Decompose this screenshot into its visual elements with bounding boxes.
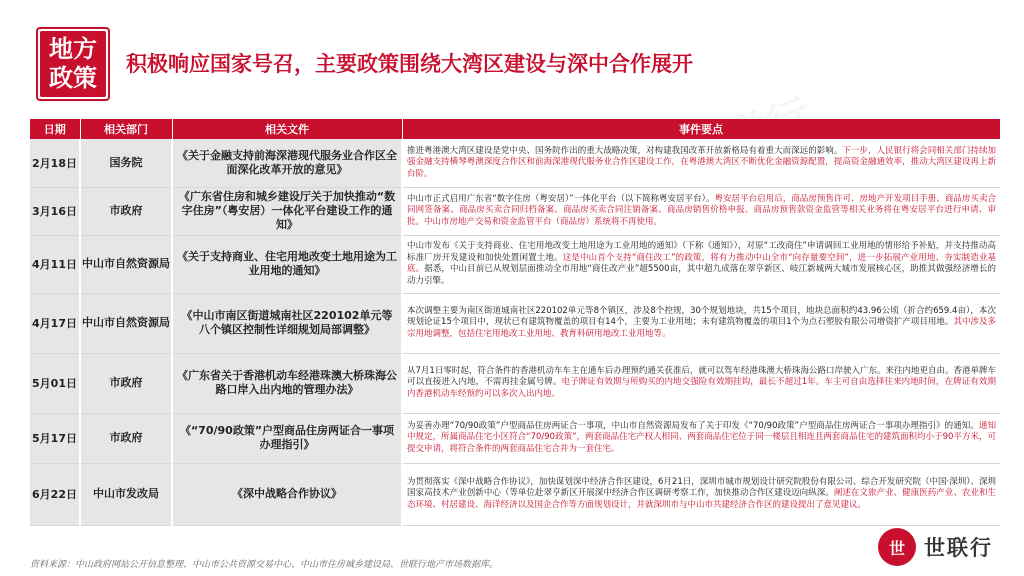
point-text: 为贯彻落实《深中战略合作协议》，加快谋划深中经济合作区建设，6月21日，深圳市城市规划设计研究院股份有限公司、综合开发研究院（中国·深圳）、深圳国家高技术产业创新中心（等单位赴翠亨新区开展深中经济合作区调研考察工作，加快推动合作区建设迈向纵深。 [407, 476, 996, 499]
point-text: 中山市发布《关于支持商业、住宅用地改变土地用途为工业用地的通知》（下称《通知》），对原“工改商住”申请调回工业用地的情形给予补贴，并支持推动高标准厂房开发建设和加快处置闲置土地。 [407, 241, 996, 263]
row-date: 5月01日 [30, 353, 80, 413]
point-text: 从7月1日零时起，符合条件的香港机动车车主在通车后办理预约通关获准后，就可以驾车经港珠澳大桥珠海公路口岸驶入广东。来往内地更自由。香港单牌车可以直接进入内地，不需再挂金属号牌。 [407, 365, 996, 388]
row-doc: 《关于金融支持前海深港现代服务业合作区全面深化改革开放的意见》 [172, 139, 402, 187]
row-points [402, 235, 1000, 293]
row-dept: 中山市发改局 [80, 463, 172, 525]
row-points [402, 353, 1000, 413]
row-dept: 市政府 [80, 413, 172, 463]
table-row [30, 463, 1000, 525]
table-header-row [30, 119, 1000, 139]
row-dept: 中山市自然资源局 [80, 235, 172, 293]
row-date: 4月11日 [30, 235, 80, 293]
row-dept: 国务院 [80, 139, 172, 187]
point-highlight: 阐述在文旅产业、健康医药产业、农业和生态环境、村居建设、海洋经济以及国企合作等方面规划设计，并就深圳市与中山市共建经济合作区的建设提出了意见建议。 [407, 488, 996, 510]
company-logo [878, 528, 993, 566]
badge-line2: 政策 [49, 64, 97, 92]
point-highlight: 其中涉及多宗用地调整，包括住宅用地改工业用地、教育科研用地改工业用地等。 [407, 317, 996, 339]
page-title: 积极响应国家号召，主要政策围绕大湾区建设与深中合作展开 [126, 52, 693, 76]
point-highlight: 下一步，人民银行将会同相关部门持续加强金融支持横琴粤澳深度合作区和前海深港现代服务业合作区建设工作，在粤港澳大湾区不断优化金融资源配置，提高资金融通效率，推动大湾区建设再上新台阶。 [407, 145, 996, 179]
row-points [402, 187, 1000, 235]
row-dept: 中山市自然资源局 [80, 293, 172, 353]
header-points: 事件要点 [402, 119, 1000, 139]
table-row [30, 139, 1000, 187]
point-highlight: 粤安居平台启用后，商品房预售许可、房地产开发项目手册、商品房买卖合同网签备案、商品房买卖合同归档备案、商品房买卖合同注销备案、商品房销售价格申报、商品房预售款资金监管等相关业务将在粤安居平台进行申请、审批。中山市房地产交易和资金监管平台（商品房）系统将不再使用。 [407, 193, 996, 227]
row-date: 3月16日 [30, 187, 80, 235]
row-dept: 市政府 [80, 187, 172, 235]
row-doc: 《“70/90政策”户型商品住房两证合一事项办理指引》 [172, 413, 402, 463]
row-doc: 《广东省关于香港机动车经港珠澳大桥珠海公路口岸入出内地的管理办法》 [172, 353, 402, 413]
header-dept: 相关部门 [80, 119, 172, 139]
row-date: 2月18日 [30, 139, 80, 187]
row-doc: 《中山市南区街道城南社区220102单元等八个镇区控制性详细规划局部调整》 [172, 293, 402, 353]
row-points [402, 463, 1000, 525]
row-date: 5月17日 [30, 413, 80, 463]
table-row [30, 187, 1000, 235]
table-row [30, 293, 1000, 353]
section-badge [36, 27, 110, 101]
point-text-tail: 据悉，中山目前已从规划层面推动全市用地“商住改产业”超5500亩，其中超九成落在翠亨新区、岐江新城两大城市发展核心区，助推其做强经济增长的动力引擎。 [407, 264, 996, 286]
row-doc: 《深中战略合作协议》 [172, 463, 402, 525]
point-text: 中山市正式启用广东省“数字住房（粤安居）”一体化平台（以下简称粤安居平台）。 [407, 193, 715, 204]
row-doc: 《关于支持商业、住宅用地改变土地用途为工业用地的通知》 [172, 235, 402, 293]
header-date: 日期 [30, 119, 80, 139]
point-highlight: 这是中山首个支持“商住改工”的政策，将有力推动中山全市“向存量要空间”，进一步拓展产业用地、夯实制造业基底。 [407, 252, 996, 274]
logo-text: 世联行 [924, 536, 993, 560]
row-dept: 市政府 [80, 353, 172, 413]
table-row [30, 235, 1000, 293]
point-text: 本次调整主要为南区街道城南社区220102单元等8个镇区，涉及8个控规，30个规划地块，共15个项目，地块总面积约43.96公顷（折合约659.4亩），本次规划论证15个项目中，现状已有建筑物覆盖的项目有14个，主要为工业用地；未有建筑物覆盖的项目1个为点石塑胶有限公司增资扩产项目用地。 [407, 305, 996, 328]
row-points [402, 413, 1000, 463]
row-points [402, 293, 1000, 353]
logo-mark-icon: 世 [878, 528, 916, 566]
table-row [30, 353, 1000, 413]
row-doc: 《广东省住房和城乡建设厅关于加快推动“数字住房”（粤安居）一体化平台建设工作的通知》 [172, 187, 402, 235]
point-highlight: 通知中规定，所属商品住宅小区符合“70/90政策”，两套商品住宅产权人相同、两套商品住宅位于同一楼层且相连且两套商品住宅的建筑面积均小于90平方米，可提交申请，将符合条件的两套商品住宅合并为一套住宅。 [407, 420, 996, 454]
point-text: 为妥善办理“70/90政策”户型商品住房两证合一事项，中山市自然资源局发布了关于印发《“70/90政策”户型商品住房两证合一事项办理指引》的通知。 [407, 420, 979, 431]
point-highlight: 电子牌证有效期与所购买的内地交强险有效期挂钩，最长不超过1年。车主可自由选择往来内地时间，在牌证有效期内香港机动车经预约可以多次入出内地。 [407, 377, 996, 399]
policy-table [30, 119, 1001, 526]
header-doc: 相关文件 [172, 119, 402, 139]
point-text: 推进粤港澳大湾区建设是党中央、国务院作出的重大战略决策，对构建我国改革开放新格局有着重大而深远的影响。 [407, 145, 843, 156]
source-note: 资料来源：中山政府网站公开信息整理、中山市公共资源交易中心、中山市住房城乡建设局、世联行地产市场数据库。 [30, 560, 499, 570]
table-row [30, 413, 1000, 463]
row-points [402, 139, 1000, 187]
row-date: 4月17日 [30, 293, 80, 353]
row-date: 6月22日 [30, 463, 80, 525]
badge-line1: 地方 [49, 35, 97, 63]
